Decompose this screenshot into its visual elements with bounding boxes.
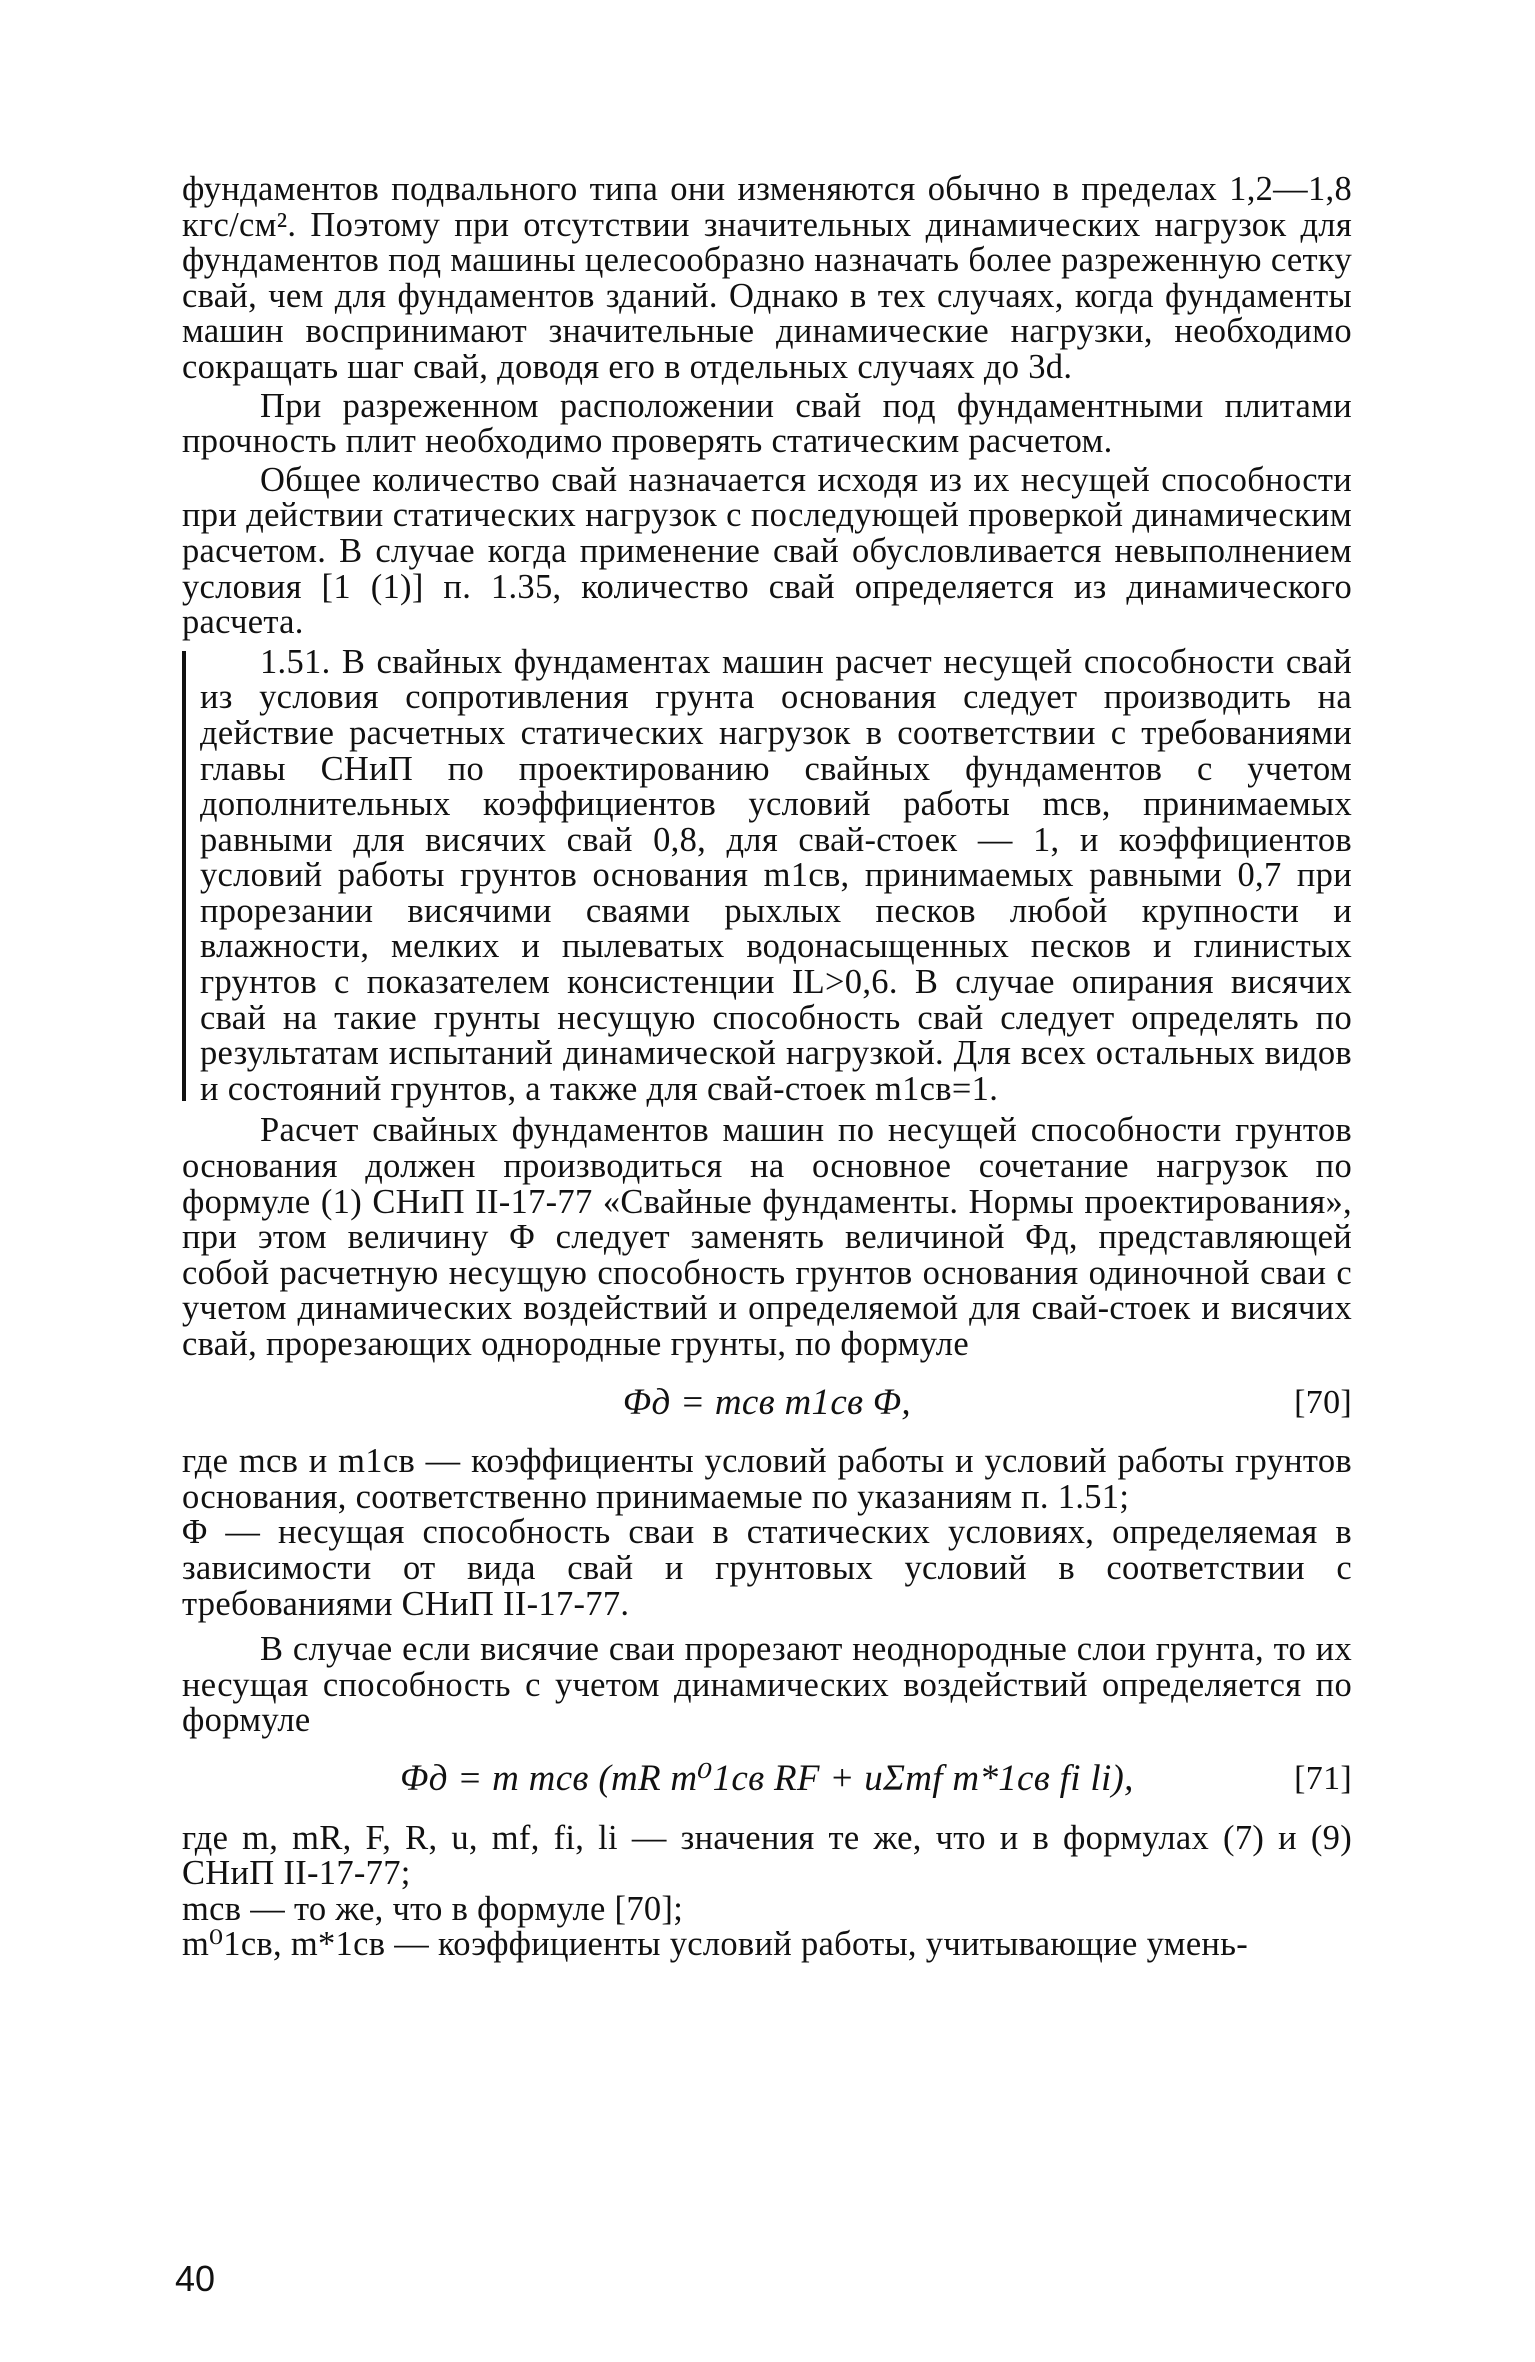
paragraph: Расчет свайных фундаментов машин по несущей способности грунтов основания должен производиться на основное сочетание нагрузок по формуле (1) СНиП II-17-77 «Свайные фундаменты. Нормы проектирования», при этом величину Φ следует заменять величиной Φд, представляющей собой расчетную несущую способность грунтов основания одиночной сваи с учетом динамических воздействий и определяемой для свай-стоек и висячих свай, прорезающих однородные грунты, по формуле — [182, 1111, 1352, 1363]
paragraph: При разреженном расположении свай под фундаментными плитами прочность плит необходимо проверять статическим расчетом. — [182, 386, 1352, 461]
formula-71-number: [71] — [1294, 1759, 1352, 1797]
definition: где mсв и m1св — коэффициенты условий работы и условий работы грунтов основания, соответственно принимаемые по указаниям п. 1.51; — [182, 1442, 1352, 1516]
formula-71-expression: Φд = m mсв (mR m⁰1св RF + uΣmf m*1св fi li), — [400, 1757, 1134, 1799]
page-number: 40 — [175, 2258, 216, 2299]
definitions-71 — [182, 1818, 1352, 1964]
formula-70-number: [70] — [1294, 1383, 1352, 1421]
paragraph: Общее количество свай назначается исходя из их несущей способности при действии статических нагрузок с последующей проверкой динамическим расчетом. В случае когда применение свай обусловливается невыполнением условия [1 (1)] п. 1.35, количество свай определяется из динамического расчета. — [182, 460, 1352, 642]
definition: где m, mR, F, R, u, mf, fi, li — значения те же, что и в формулах (7) и (9) СНиП II-17-77; — [182, 1818, 1352, 1893]
paragraph: В случае если висячие сваи прорезают неоднородные слои грунта, то их несущая способность с учетом динамических воздействий определяется по формуле — [182, 1630, 1352, 1740]
formula-71 — [182, 1757, 1352, 1799]
section-1-51 — [182, 642, 1352, 1108]
paragraph: фундаментов подвального типа они изменяются обычно в пределах 1,2—1,8 кгс/см². Поэтому при отсутствии значительных динамических нагрузок для фундаментов под машины целесообразно назначать более разреженную сетку свай, чем для фундаментов зданий. Однако в тех случаях, когда фундаменты машин воспринимают значительные динамические нагрузки, необходимо сокращать шаг свай, доводя его в отдельных случаях до 3d. — [182, 170, 1352, 386]
definition: Φ — несущая способность сваи в статических условиях, определяемая в зависимости от вида свай и грунтовых условий в соответствии с требованиями СНиП II-17-77. — [182, 1513, 1352, 1623]
paragraph-1-51: 1.51. В свайных фундаментах машин расчет несущей способности свай из условия сопротивления грунта основания следует производить на действие расчетных статических нагрузок в соответствии с требованиями главы СНиП по проектированию свайных фундаментов с учетом дополнительных коэффициентов условий работы mсв, принимаемых равными для висячих свай 0,8, для свай-стоек — 1, и коэффициентов условий работы грунтов основания m1св, принимаемых равными 0,7 при прорезании висячими сваями рыхлых песков любой крупности и влажности, мелких и пылеватых водонасыщенных песков и глинистых грунтов с показателем консистенции IL>0,6. В случае опирания висячих свай на такие грунты несущую способность свай следует определять по результатам испытаний динамической нагрузкой. Для всех остальных видов и состояний грунтов, а также для свай-стоек m1св=1. — [200, 642, 1352, 1108]
definition: m⁰1св, m*1св — коэффициенты условий работы, учитывающие умень- — [182, 1925, 1249, 1964]
margin-bar — [182, 651, 186, 1102]
formula-70 — [182, 1381, 1352, 1423]
definition: mсв — то же, что в формуле [70]; — [182, 1889, 684, 1928]
page-body — [182, 172, 1352, 1963]
definitions-70 — [182, 1444, 1352, 1622]
formula-70-expression: Φд = mсв m1св Φ, — [623, 1381, 911, 1423]
